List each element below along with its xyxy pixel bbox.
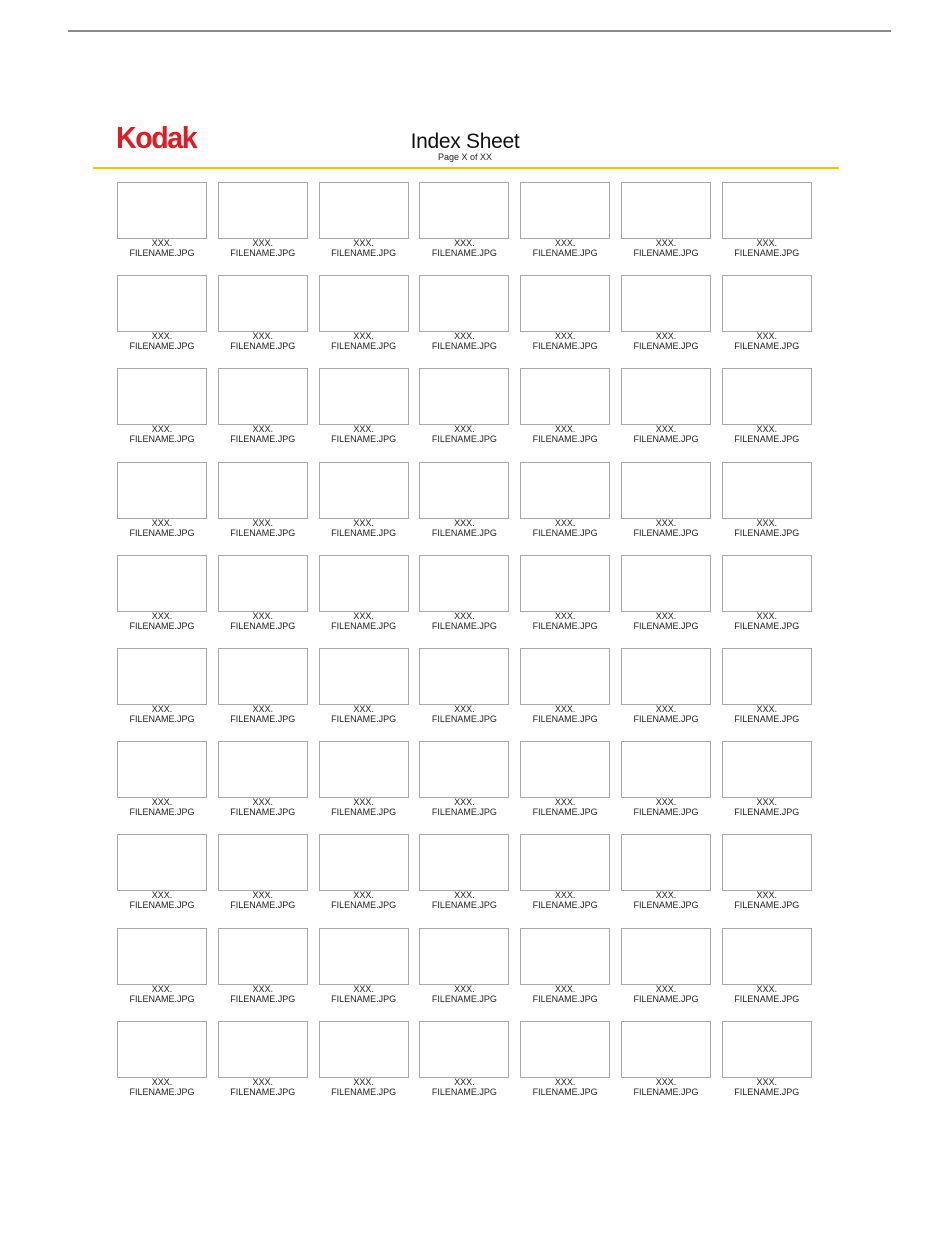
kodak-logo: Kodak xyxy=(116,120,197,155)
thumbnail-caption-filename: FILENAME.JPG xyxy=(129,993,195,1004)
thumbnail-image-frame[interactable] xyxy=(218,741,308,798)
thumbnail-cell[interactable] xyxy=(117,648,207,728)
thumbnail-cell[interactable] xyxy=(520,368,610,448)
thumbnail-caption-filename: FILENAME.JPG xyxy=(532,1086,598,1097)
thumbnail-caption-filename: FILENAME.JPG xyxy=(129,900,195,911)
thumbnail-image-frame[interactable] xyxy=(218,182,308,239)
thumbnail-image-frame[interactable] xyxy=(319,928,409,985)
thumbnail-caption-number: XXX. xyxy=(554,610,576,621)
thumbnail-cell[interactable] xyxy=(419,275,509,355)
thumbnail-caption-number: XXX. xyxy=(554,424,576,435)
thumbnail-image-frame[interactable] xyxy=(520,462,610,519)
thumbnail-caption-number: XXX. xyxy=(655,610,677,621)
thumbnail-caption-filename: FILENAME.JPG xyxy=(431,248,497,258)
thumbnail-caption-filename: FILENAME.JPG xyxy=(230,434,296,445)
thumbnail-image-frame[interactable] xyxy=(218,462,308,519)
thumbnail-caption-filename: FILENAME.JPG xyxy=(331,1086,397,1097)
thumbnail-cell[interactable] xyxy=(319,928,409,1008)
thumbnail-image-frame[interactable] xyxy=(419,555,509,612)
thumbnail-image-frame[interactable] xyxy=(722,182,812,239)
thumbnail-image-frame[interactable] xyxy=(419,741,509,798)
thumbnail-caption-filename: FILENAME.JPG xyxy=(532,714,598,724)
thumbnail-cell[interactable] xyxy=(621,555,711,635)
thumbnail-cell[interactable] xyxy=(117,1021,207,1101)
thumbnail-image-frame[interactable] xyxy=(621,368,711,425)
thumbnail-caption-filename: FILENAME.JPG xyxy=(633,434,699,445)
thumbnail-image-frame[interactable] xyxy=(520,1021,610,1078)
thumbnail-image-frame[interactable] xyxy=(419,368,509,425)
thumbnail-caption-number: XXX. xyxy=(655,424,677,435)
thumbnail-caption-number: XXX. xyxy=(756,1076,778,1087)
thumbnail-cell[interactable] xyxy=(520,182,610,262)
thumbnail-caption-filename: FILENAME.JPG xyxy=(431,993,497,1004)
thumbnail-caption-number: XXX. xyxy=(655,983,677,994)
thumbnail-caption-number: XXX. xyxy=(353,1076,374,1087)
thumbnail-caption-filename: FILENAME.JPG xyxy=(129,527,195,538)
thumbnail-image-frame[interactable] xyxy=(520,275,610,332)
thumbnail-caption-filename: FILENAME.JPG xyxy=(734,993,800,1004)
thumbnail-caption-number: XXX. xyxy=(151,424,173,435)
thumbnail-image-frame[interactable] xyxy=(520,741,610,798)
thumbnail-cell[interactable] xyxy=(419,928,509,1008)
thumbnail-image-frame[interactable] xyxy=(117,182,207,239)
thumbnail-caption-number: XXX. xyxy=(454,238,475,248)
thumbnail-image-frame[interactable] xyxy=(621,182,711,239)
thumbnail-caption-filename: FILENAME.JPG xyxy=(230,527,296,538)
thumbnail-image-frame[interactable] xyxy=(621,741,711,798)
thumbnail-caption-number: XXX. xyxy=(655,797,677,808)
thumbnail-cell[interactable] xyxy=(319,1021,409,1101)
thumbnail-caption-filename: FILENAME.JPG xyxy=(532,993,598,1004)
thumbnail-caption-number: XXX. xyxy=(353,331,374,342)
thumbnail-image-frame[interactable] xyxy=(722,368,812,425)
thumbnail-image-frame[interactable] xyxy=(218,555,308,612)
thumbnail-caption-number: XXX. xyxy=(756,704,778,714)
thumbnail-caption-number: XXX. xyxy=(454,517,475,528)
thumbnail-cell[interactable] xyxy=(419,555,509,635)
thumbnail-caption-filename: FILENAME.JPG xyxy=(532,527,598,538)
thumbnail-image-frame[interactable] xyxy=(722,275,812,332)
thumbnail-image-frame[interactable] xyxy=(117,648,207,705)
thumbnail-caption-filename: FILENAME.JPG xyxy=(129,248,195,258)
thumbnail-image-frame[interactable] xyxy=(621,834,711,891)
thumbnail-caption-filename: FILENAME.JPG xyxy=(331,620,397,631)
thumbnail-caption-filename: FILENAME.JPG xyxy=(230,620,296,631)
thumbnail-cell[interactable] xyxy=(218,834,308,914)
thumbnail-caption-number: XXX. xyxy=(554,517,576,528)
thumbnail-cell[interactable] xyxy=(621,275,711,355)
thumbnail-caption-number: XXX. xyxy=(454,704,475,714)
thumbnail-image-frame[interactable] xyxy=(722,834,812,891)
thumbnail-image-frame[interactable] xyxy=(319,368,409,425)
thumbnail-caption-number: XXX. xyxy=(151,797,173,808)
thumbnail-image-frame[interactable] xyxy=(520,648,610,705)
thumbnail-cell[interactable] xyxy=(722,462,812,542)
thumbnail-caption-number: XXX. xyxy=(252,983,274,994)
thumbnail-cell[interactable] xyxy=(419,648,509,728)
thumbnail-caption-number: XXX. xyxy=(756,610,778,621)
thumbnail-cell[interactable] xyxy=(621,928,711,1008)
thumbnail-cell[interactable] xyxy=(621,834,711,914)
thumbnail-caption-number: XXX. xyxy=(353,704,374,714)
thumbnail-cell[interactable] xyxy=(218,368,308,448)
thumbnail-caption-number: XXX. xyxy=(454,797,475,808)
thumbnail-caption-filename: FILENAME.JPG xyxy=(230,248,296,258)
thumbnail-caption-number: XXX. xyxy=(252,610,274,621)
thumbnail-image-frame[interactable] xyxy=(419,275,509,332)
thumbnail-caption-number: XXX. xyxy=(151,983,173,994)
thumbnail-caption-filename: FILENAME.JPG xyxy=(633,807,699,818)
thumbnail-image-frame[interactable] xyxy=(520,555,610,612)
thumbnail-caption-number: XXX. xyxy=(756,890,778,901)
thumbnail-caption-number: XXX. xyxy=(353,517,374,528)
thumbnail-image-frame[interactable] xyxy=(419,182,509,239)
thumbnail-caption-number: XXX. xyxy=(655,517,677,528)
thumbnail-cell[interactable] xyxy=(218,1021,308,1101)
thumbnail-caption-filename: FILENAME.JPG xyxy=(633,714,699,724)
thumbnail-image-frame[interactable] xyxy=(319,648,409,705)
thumbnail-caption-filename: FILENAME.JPG xyxy=(331,993,397,1004)
thumbnail-cell[interactable] xyxy=(722,1021,812,1101)
thumbnail-caption-filename: FILENAME.JPG xyxy=(331,714,397,724)
thumbnail-caption-filename: FILENAME.JPG xyxy=(230,1086,296,1097)
thumbnail-caption-filename: FILENAME.JPG xyxy=(331,434,397,445)
thumbnail-image-frame[interactable] xyxy=(419,462,509,519)
thumbnail-cell[interactable] xyxy=(117,928,207,1008)
thumbnail-caption-filename: FILENAME.JPG xyxy=(331,248,397,258)
thumbnail-caption-number: XXX. xyxy=(454,610,475,621)
thumbnail-caption-filename: FILENAME.JPG xyxy=(734,248,800,258)
thumbnail-image-frame[interactable] xyxy=(218,1021,308,1078)
thumbnail-caption-number: XXX. xyxy=(151,238,173,248)
thumbnail-cell[interactable] xyxy=(218,928,308,1008)
thumbnail-image-frame[interactable] xyxy=(722,928,812,985)
thumbnail-caption-number: XXX. xyxy=(353,238,374,248)
thumbnail-cell[interactable] xyxy=(319,741,409,821)
thumbnail-caption-filename: FILENAME.JPG xyxy=(734,807,800,818)
thumbnail-caption-filename: FILENAME.JPG xyxy=(532,807,598,818)
thumbnail-cell[interactable] xyxy=(722,275,812,355)
thumbnail-image-frame[interactable] xyxy=(218,928,308,985)
thumbnail-caption-number: XXX. xyxy=(252,890,274,901)
thumbnail-image-frame[interactable] xyxy=(117,834,207,891)
thumbnail-caption-filename: FILENAME.JPG xyxy=(230,900,296,911)
thumbnail-image-frame[interactable] xyxy=(117,741,207,798)
thumbnail-caption-filename: FILENAME.JPG xyxy=(734,714,800,724)
thumbnail-cell[interactable] xyxy=(722,648,812,728)
thumbnail-caption-number: XXX. xyxy=(655,704,677,714)
thumbnail-caption-number: XXX. xyxy=(454,1076,475,1087)
thumbnail-caption-filename: FILENAME.JPG xyxy=(129,1086,195,1097)
thumbnail-caption-number: XXX. xyxy=(252,704,274,714)
thumbnail-caption-filename: FILENAME.JPG xyxy=(431,434,497,445)
thumbnail-image-frame[interactable] xyxy=(117,275,207,332)
thumbnail-caption-number: XXX. xyxy=(252,517,274,528)
thumbnail-caption-number: XXX. xyxy=(454,424,475,435)
thumbnail-caption-number: XXX. xyxy=(655,1076,677,1087)
thumbnail-image-frame[interactable] xyxy=(621,648,711,705)
thumbnail-image-frame[interactable] xyxy=(319,462,409,519)
thumbnail-cell[interactable] xyxy=(520,741,610,821)
thumbnail-caption-filename: FILENAME.JPG xyxy=(129,714,195,724)
thumbnail-image-frame[interactable] xyxy=(621,928,711,985)
thumbnail-cell[interactable] xyxy=(218,555,308,635)
thumbnail-caption-number: XXX. xyxy=(655,331,677,342)
thumbnail-caption-number: XXX. xyxy=(756,238,778,248)
thumbnail-cell[interactable] xyxy=(520,462,610,542)
thumbnail-cell[interactable] xyxy=(722,834,812,914)
thumbnail-image-frame[interactable] xyxy=(621,462,711,519)
thumbnail-caption-filename: FILENAME.JPG xyxy=(633,993,699,1004)
thumbnail-caption-number: XXX. xyxy=(454,983,475,994)
thumbnail-image-frame[interactable] xyxy=(722,648,812,705)
thumbnail-caption-filename: FILENAME.JPG xyxy=(129,341,195,352)
thumbnail-caption-filename: FILENAME.JPG xyxy=(633,341,699,352)
thumbnail-image-frame[interactable] xyxy=(319,275,409,332)
thumbnail-cell[interactable] xyxy=(520,928,610,1008)
thumbnail-image-frame[interactable] xyxy=(117,462,207,519)
thumbnail-cell[interactable] xyxy=(520,275,610,355)
thumbnail-cell[interactable] xyxy=(520,648,610,728)
thumbnail-caption-number: XXX. xyxy=(655,890,677,901)
thumbnail-image-frame[interactable] xyxy=(218,648,308,705)
thumbnail-caption-number: XXX. xyxy=(554,983,576,994)
thumbnail-image-frame[interactable] xyxy=(520,834,610,891)
thumbnail-cell[interactable] xyxy=(621,462,711,542)
thumbnail-cell[interactable] xyxy=(117,462,207,542)
thumbnail-cell[interactable] xyxy=(520,834,610,914)
thumbnail-caption-number: XXX. xyxy=(655,238,677,248)
thumbnail-cell[interactable] xyxy=(419,462,509,542)
thumbnail-caption-number: XXX. xyxy=(151,610,173,621)
thumbnail-caption-number: XXX. xyxy=(151,890,173,901)
thumbnail-cell[interactable] xyxy=(722,368,812,448)
thumbnail-cell[interactable] xyxy=(520,1021,610,1101)
thumbnail-cell[interactable] xyxy=(117,741,207,821)
thumbnail-caption-filename: FILENAME.JPG xyxy=(532,434,598,445)
thumbnail-caption-filename: FILENAME.JPG xyxy=(331,900,397,911)
thumbnail-caption-filename: FILENAME.JPG xyxy=(431,620,497,631)
thumbnail-caption-filename: FILENAME.JPG xyxy=(734,900,800,911)
thumbnail-caption-filename: FILENAME.JPG xyxy=(431,900,497,911)
thumbnail-caption-number: XXX. xyxy=(252,331,274,342)
thumbnail-caption-filename: FILENAME.JPG xyxy=(532,620,598,631)
thumbnail-caption-number: XXX. xyxy=(252,238,274,248)
thumbnail-caption-number: XXX. xyxy=(454,890,475,901)
thumbnail-image-frame[interactable] xyxy=(419,648,509,705)
thumbnail-image-frame[interactable] xyxy=(419,928,509,985)
thumbnail-cell[interactable] xyxy=(722,928,812,1008)
thumbnail-image-frame[interactable] xyxy=(520,928,610,985)
page-title: Index Sheet xyxy=(410,130,520,153)
thumbnail-cell[interactable] xyxy=(621,182,711,262)
thumbnail-image-frame[interactable] xyxy=(722,555,812,612)
thumbnail-caption-number: XXX. xyxy=(252,1076,274,1087)
thumbnail-image-frame[interactable] xyxy=(319,741,409,798)
thumbnail-cell[interactable] xyxy=(319,368,409,448)
thumbnail-cell[interactable] xyxy=(319,182,409,262)
thumbnail-image-frame[interactable] xyxy=(419,1021,509,1078)
thumbnail-caption-filename: FILENAME.JPG xyxy=(331,807,397,818)
thumbnail-caption-number: XXX. xyxy=(151,331,173,342)
thumbnail-caption-filename: FILENAME.JPG xyxy=(532,248,598,258)
thumbnail-caption-filename: FILENAME.JPG xyxy=(230,807,296,818)
thumbnail-caption-number: XXX. xyxy=(554,704,576,714)
thumbnail-image-frame[interactable] xyxy=(319,1021,409,1078)
thumbnail-image-frame[interactable] xyxy=(319,834,409,891)
thumbnail-cell[interactable] xyxy=(117,555,207,635)
thumbnail-cell[interactable] xyxy=(419,1021,509,1101)
thumbnail-caption-filename: FILENAME.JPG xyxy=(532,341,598,352)
thumbnail-image-frame[interactable] xyxy=(218,275,308,332)
thumbnail-caption-filename: FILENAME.JPG xyxy=(431,714,497,724)
thumbnail-cell[interactable] xyxy=(621,648,711,728)
thumbnail-cell[interactable] xyxy=(419,182,509,262)
thumbnail-cell[interactable] xyxy=(319,648,409,728)
thumbnail-cell[interactable] xyxy=(319,834,409,914)
thumbnail-caption-filename: FILENAME.JPG xyxy=(129,434,195,445)
thumbnail-cell[interactable] xyxy=(117,275,207,355)
thumbnail-cell[interactable] xyxy=(621,741,711,821)
thumbnail-caption-number: XXX. xyxy=(554,331,576,342)
thumbnail-caption-filename: FILENAME.JPG xyxy=(734,341,800,352)
page-indicator: Page X of XX xyxy=(437,152,493,162)
thumbnail-caption-filename: FILENAME.JPG xyxy=(734,527,800,538)
thumbnail-caption-number: XXX. xyxy=(554,797,576,808)
thumbnail-cell[interactable] xyxy=(218,741,308,821)
thumbnail-caption-filename: FILENAME.JPG xyxy=(431,807,497,818)
thumbnail-cell[interactable] xyxy=(117,834,207,914)
thumbnail-caption-filename: FILENAME.JPG xyxy=(633,527,699,538)
thumbnail-cell[interactable] xyxy=(722,741,812,821)
thumbnail-image-frame[interactable] xyxy=(722,741,812,798)
thumbnail-caption-filename: FILENAME.JPG xyxy=(633,1086,699,1097)
thumbnail-caption-number: XXX. xyxy=(353,424,374,435)
thumbnail-image-frame[interactable] xyxy=(319,555,409,612)
thumbnail-caption-filename: FILENAME.JPG xyxy=(633,900,699,911)
thumbnail-cell[interactable] xyxy=(419,741,509,821)
thumbnail-caption-number: XXX. xyxy=(756,424,778,435)
thumbnail-caption-number: XXX. xyxy=(756,517,778,528)
thumbnail-caption-number: XXX. xyxy=(756,983,778,994)
thumbnail-caption-filename: FILENAME.JPG xyxy=(532,900,598,911)
thumbnail-image-frame[interactable] xyxy=(117,928,207,985)
thumbnail-caption-number: XXX. xyxy=(353,797,374,808)
thumbnail-caption-number: XXX. xyxy=(151,704,173,714)
thumbnail-cell[interactable] xyxy=(621,1021,711,1101)
thumbnail-cell[interactable] xyxy=(319,275,409,355)
thumbnail-caption-filename: FILENAME.JPG xyxy=(230,993,296,1004)
thumbnail-image-frame[interactable] xyxy=(621,1021,711,1078)
thumbnail-caption-number: XXX. xyxy=(353,983,374,994)
thumbnail-caption-number: XXX. xyxy=(151,517,173,528)
thumbnail-image-frame[interactable] xyxy=(621,555,711,612)
thumbnail-image-frame[interactable] xyxy=(419,834,509,891)
thumbnail-caption-number: XXX. xyxy=(151,1076,173,1087)
thumbnail-caption-number: XXX. xyxy=(554,1076,576,1087)
thumbnail-cell[interactable] xyxy=(117,368,207,448)
thumbnail-image-frame[interactable] xyxy=(117,555,207,612)
thumbnail-caption-filename: FILENAME.JPG xyxy=(734,1086,800,1097)
thumbnail-caption-filename: FILENAME.JPG xyxy=(230,341,296,352)
thumbnail-cell[interactable] xyxy=(621,368,711,448)
thumbnail-cell[interactable] xyxy=(319,462,409,542)
thumbnail-cell[interactable] xyxy=(117,182,207,262)
thumbnail-cell[interactable] xyxy=(319,555,409,635)
thumbnail-caption-filename: FILENAME.JPG xyxy=(431,1086,497,1097)
thumbnail-cell[interactable] xyxy=(218,182,308,262)
thumbnail-cell[interactable] xyxy=(218,462,308,542)
thumbnail-cell[interactable] xyxy=(419,834,509,914)
thumbnail-caption-number: XXX. xyxy=(252,424,274,435)
thumbnail-caption-filename: FILENAME.JPG xyxy=(734,620,800,631)
thumbnail-cell[interactable] xyxy=(419,368,509,448)
thumbnail-caption-filename: FILENAME.JPG xyxy=(431,341,497,352)
thumbnail-cell[interactable] xyxy=(722,555,812,635)
thumbnail-cell[interactable] xyxy=(218,275,308,355)
thumbnail-image-frame[interactable] xyxy=(117,368,207,425)
thumbnail-caption-number: XXX. xyxy=(554,890,576,901)
thumbnail-caption-number: XXX. xyxy=(353,890,374,901)
thumbnail-caption-number: XXX. xyxy=(454,331,475,342)
thumbnail-image-frame[interactable] xyxy=(218,834,308,891)
thumbnail-caption-number: XXX. xyxy=(252,797,274,808)
thumbnail-image-frame[interactable] xyxy=(520,368,610,425)
thumbnail-image-frame[interactable] xyxy=(218,368,308,425)
thumbnail-caption-number: XXX. xyxy=(756,331,778,342)
thumbnail-caption-filename: FILENAME.JPG xyxy=(331,527,397,538)
thumbnail-caption-number: XXX. xyxy=(554,238,576,248)
thumbnail-image-frame[interactable] xyxy=(319,182,409,239)
thumbnail-image-frame[interactable] xyxy=(520,182,610,239)
thumbnail-image-frame[interactable] xyxy=(722,1021,812,1078)
thumbnail-cell[interactable] xyxy=(520,555,610,635)
thumbnail-caption-filename: FILENAME.JPG xyxy=(734,434,800,445)
thumbnail-caption-filename: FILENAME.JPG xyxy=(633,248,699,258)
thumbnail-caption-number: XXX. xyxy=(353,610,374,621)
thumbnail-image-frame[interactable] xyxy=(621,275,711,332)
thumbnail-image-frame[interactable] xyxy=(117,1021,207,1078)
thumbnail-cell[interactable] xyxy=(218,648,308,728)
thumbnail-caption-filename: FILENAME.JPG xyxy=(633,620,699,631)
thumbnail-caption-filename: FILENAME.JPG xyxy=(431,527,497,538)
thumbnail-cell[interactable] xyxy=(722,182,812,262)
thumbnail-caption-filename: FILENAME.JPG xyxy=(129,620,195,631)
thumbnail-image-frame[interactable] xyxy=(722,462,812,519)
thumbnail-caption-filename: FILENAME.JPG xyxy=(230,714,296,724)
thumbnail-caption-number: XXX. xyxy=(756,797,778,808)
thumbnail-caption-filename: FILENAME.JPG xyxy=(129,807,195,818)
thumbnail-caption-filename: FILENAME.JPG xyxy=(331,341,397,352)
